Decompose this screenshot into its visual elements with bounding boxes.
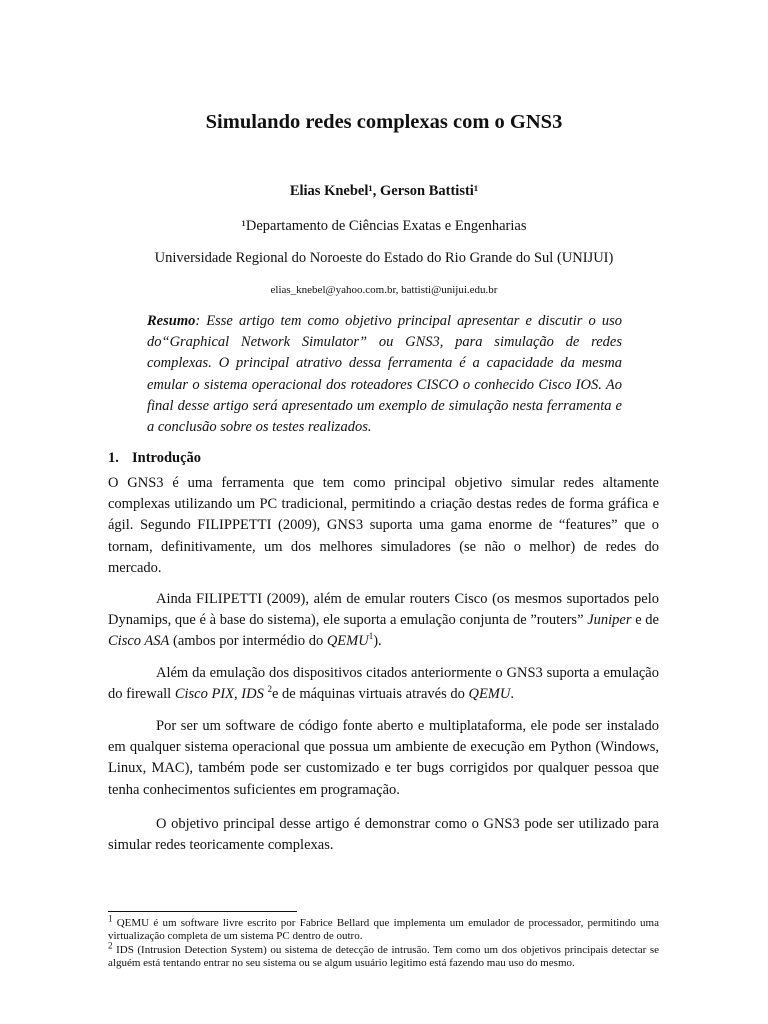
term-qemu-2: QEMU bbox=[468, 686, 511, 703]
footnote-1-mark: 1 bbox=[108, 913, 113, 924]
paragraph-3 bbox=[108, 663, 659, 705]
term-qemu: QEMU bbox=[326, 633, 369, 650]
term-cisco-pix-ids: Cisco PIX, IDS bbox=[174, 686, 264, 703]
paragraph-2 bbox=[108, 589, 659, 653]
paragraph-5: O objetivo principal desse artigo é demonstrar como o GNS3 pode ser utilizado para simular redes teoricamente complexas. bbox=[108, 816, 659, 854]
footnote-ref-1: 1 bbox=[368, 631, 374, 642]
author-list: Elias Knebel¹, Gerson Battisti¹ bbox=[289, 183, 479, 199]
footnotes bbox=[108, 913, 659, 971]
footnote-2-text: IDS (Intrusion Detection System) ou sistema de detecção de intrusão. Tem como um dos objetivos principais detectar se alguém está tentando entrar no seu sistema ou se algum usuário legitimo está fazendo mau uso do mesmo. bbox=[108, 943, 659, 970]
abstract-text: : Esse artigo tem como objetivo principal apresentar e discutir o uso do“Graphical Network Simulator” ou GNS3, para simulação de redes complexas. O principal atrativo dessa ferramenta é a capacidade da mesma emular o sistema operacional dos roteadores CISCO o conhecido Cisco IOS. Ao final desse artigo será apresentado um exemplo de simulação nesta ferramenta e a conclusão sobre os testes realizados. bbox=[147, 313, 622, 436]
paragraph-1: O GNS3 é uma ferramenta que tem como principal objetivo simular redes altamente complexas utilizando um PC tradicional, permitindo a criação destas redes de forma gráfica e ágil. Segundo FILIPPETTI (2009), GNS3 suporta uma gama enorme de “features” que o tornam, definitivamente, um dos melhores simuladores (se não o melhor) de redes do mercado. bbox=[108, 475, 659, 576]
footnote-2-mark: 2 bbox=[108, 940, 113, 951]
paper-title: Simulando redes complexas com o GNS3 bbox=[205, 111, 563, 133]
footnote-1-text: QEMU é um software livre escrito por Fabrice Bellard que implementa um emulador de processador, permitindo uma virtualização completa de um sistema PC dentro de outro. bbox=[108, 917, 659, 943]
paragraph-2-text-b: e de bbox=[631, 612, 659, 629]
paragraph-3-text-c: . bbox=[510, 686, 514, 703]
term-juniper: Juniper bbox=[587, 612, 632, 629]
affiliation-department: ¹Departamento de Ciências Exatas e Engenharias bbox=[241, 218, 527, 234]
footnote-ref-2: 2 bbox=[267, 684, 272, 695]
paragraph-2-text-a: Ainda FILIPETTI (2009), além de emular routers Cisco (os mesmos suportados pelo Dynamips, que é à base do sistema), ele suporta a emulação conjunta de ”routers” bbox=[108, 591, 659, 629]
footnote-2 bbox=[108, 940, 659, 971]
term-cisco-asa: Cisco ASA bbox=[108, 633, 170, 650]
paragraph-3-text-b: e de máquinas virtuais através do bbox=[271, 686, 469, 703]
section-title: Introdução bbox=[132, 450, 202, 466]
section-number: 1. bbox=[108, 450, 119, 466]
abstract-label: Resumo bbox=[147, 313, 196, 329]
paragraph-4: Por ser um software de código fonte aberto e multiplataforma, ele pode ser instalado em qualquer sistema operacional que possua um ambiente de execução em Python (Windows, Linux, MAC), também pode ser customizado e ter bugs corrigidos por qualquer pessoa que tenha conhecimentos suficientes em programação. bbox=[108, 718, 659, 798]
section-heading bbox=[108, 448, 201, 468]
abstract bbox=[147, 311, 622, 438]
paragraph-2-text-d: ). bbox=[373, 633, 382, 650]
paragraph-3-text-a: Além da emulação dos dispositivos citados anteriormente o GNS3 suporta a emulação do firewall bbox=[108, 665, 659, 703]
affiliation-university: Universidade Regional do Noroeste do Estado do Rio Grande do Sul (UNIJUI) bbox=[154, 250, 614, 266]
paragraph-2-text-c: (ambos por intermédio do bbox=[169, 633, 327, 650]
author-emails: elias_knebel@yahoo.com.br, battisti@unijui.edu.br bbox=[270, 284, 498, 296]
footnote-1 bbox=[108, 913, 659, 944]
footnote-separator bbox=[108, 911, 297, 912]
